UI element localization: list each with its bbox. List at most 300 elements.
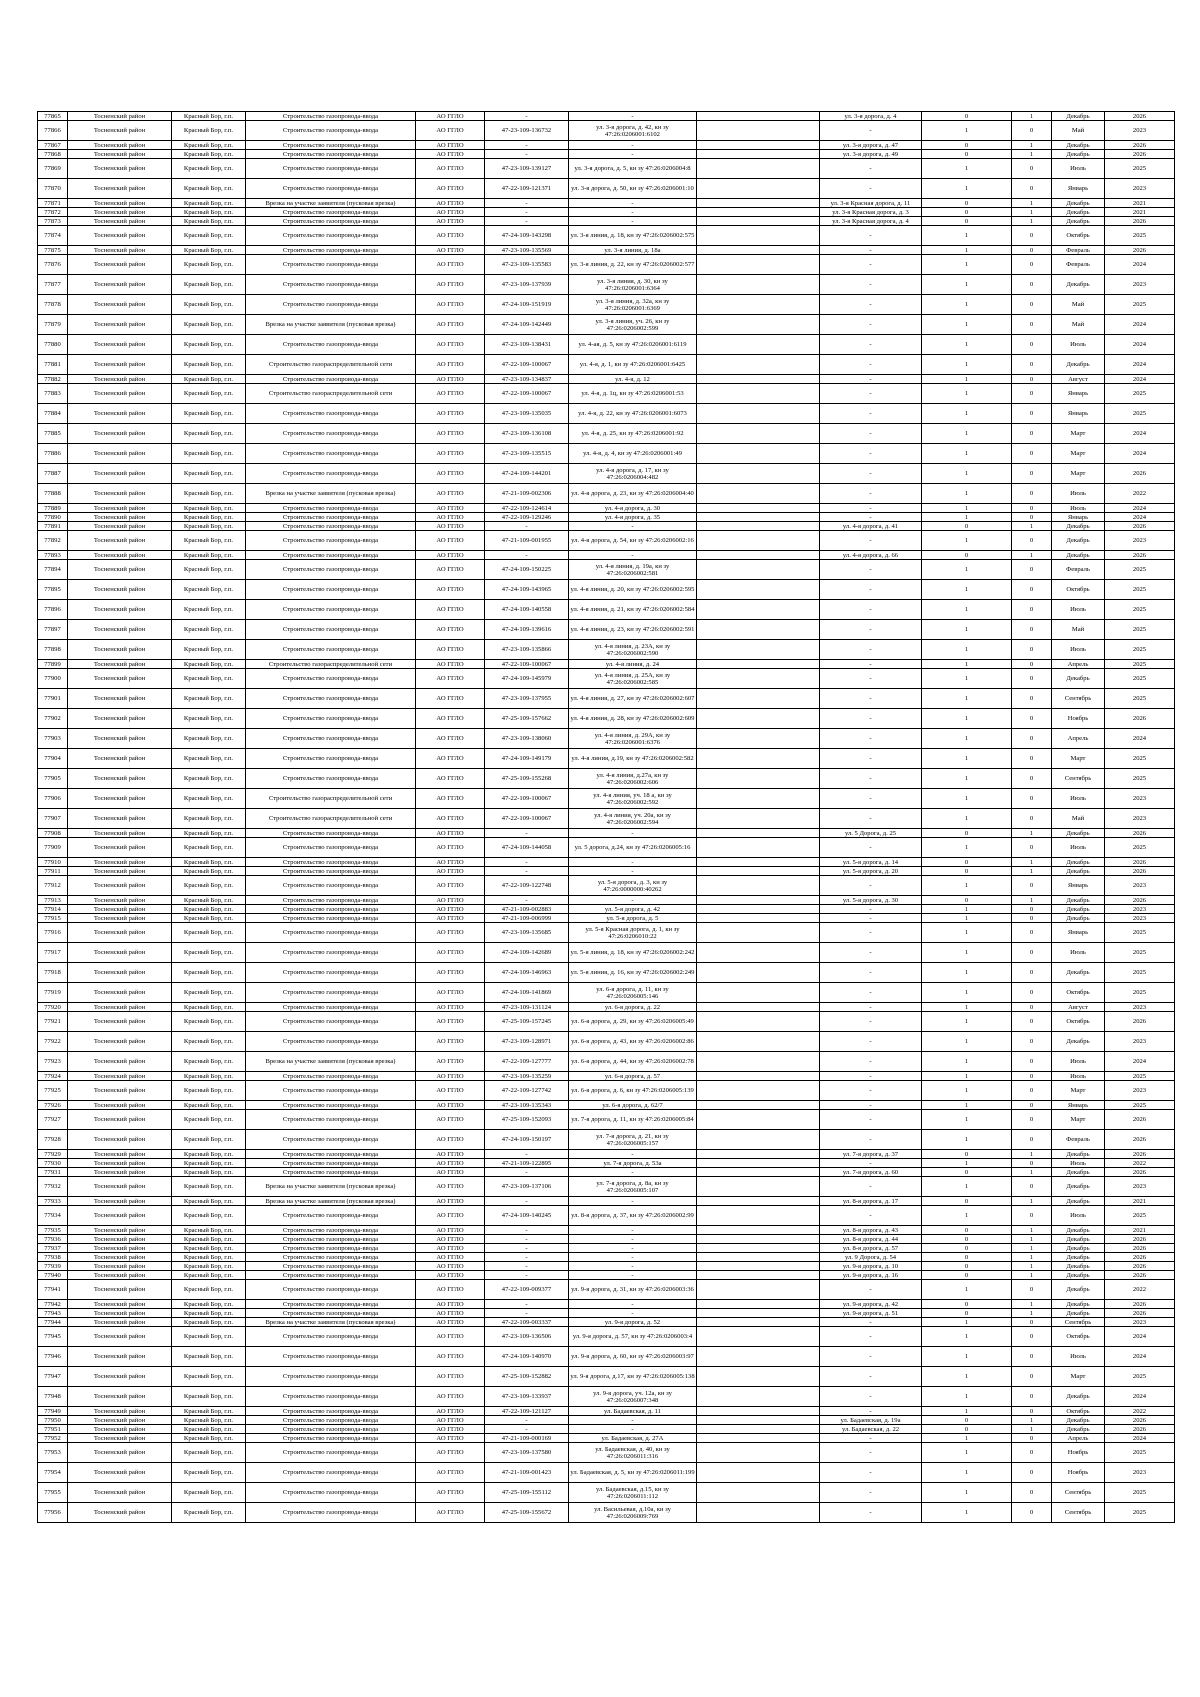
- application-number-cell: 47-24-109-146963: [485, 963, 569, 983]
- settlement-cell: Красный Бор, г.п.: [172, 375, 246, 384]
- work-type-cell: Строительство газопровода-ввода: [246, 1425, 416, 1434]
- work-type-cell: Строительство газопровода-ввода: [246, 560, 416, 580]
- organization-cell: АО ГГЛО: [416, 1052, 485, 1072]
- row-number-cell: 77949: [38, 1407, 68, 1416]
- table-row: [38, 1318, 1175, 1327]
- work-type-cell: Строительство газораспределительной сети: [246, 355, 416, 375]
- month-cell: Декабрь: [1052, 531, 1105, 551]
- flag-b-cell: 0: [1012, 444, 1052, 464]
- table-row: [38, 789, 1175, 809]
- address-cell: -: [820, 275, 922, 295]
- address-cadastral-cell: ул. 4-я линия, д. 29А, кн зу 47:26:0206001:6376: [569, 729, 697, 749]
- settlement-cell: Красный Бор, г.п.: [172, 580, 246, 600]
- address-cell: ул. 3-я Красная дорога, д. 4: [820, 217, 922, 226]
- table-row: [38, 689, 1175, 709]
- flag-b-cell: 0: [1012, 914, 1052, 923]
- organization-cell: АО ГГЛО: [416, 513, 485, 522]
- settlement-cell: Красный Бор, г.п.: [172, 150, 246, 159]
- work-type-cell: Строительство газопровода-ввода: [246, 1012, 416, 1032]
- address-cadastral-cell: ул. 4-я линия, д. 28, кн зу 47:26:0206002:609: [569, 709, 697, 729]
- work-type-cell: Строительство газопровода-ввода: [246, 829, 416, 838]
- application-number-cell: -: [485, 522, 569, 531]
- table-row: [38, 1101, 1175, 1110]
- address-cell: ул. 7-я дорога, д. 37: [820, 1150, 922, 1159]
- flag-a-cell: 1: [922, 923, 1012, 943]
- settlement-cell: Красный Бор, г.п.: [172, 112, 246, 121]
- year-cell: 2026: [1105, 1235, 1175, 1244]
- settlement-cell: Красный Бор, г.п.: [172, 1425, 246, 1434]
- year-cell: 2026: [1105, 896, 1175, 905]
- flag-b-cell: 0: [1012, 1072, 1052, 1081]
- settlement-cell: Красный Бор, г.п.: [172, 444, 246, 464]
- address-cadastral-cell: -: [569, 1262, 697, 1271]
- month-cell: Октябрь: [1052, 1327, 1105, 1347]
- year-cell: 2026: [1105, 217, 1175, 226]
- row-number-cell: 77934: [38, 1206, 68, 1226]
- application-number-cell: 47-24-109-142449: [485, 315, 569, 335]
- spacer-cell: [697, 1318, 820, 1327]
- row-number-cell: 77947: [38, 1367, 68, 1387]
- spacer-cell: [697, 1425, 820, 1434]
- month-cell: Июль: [1052, 159, 1105, 179]
- address-cell: ул. 7-я дорога, д. 60: [820, 1168, 922, 1177]
- month-cell: Октябрь: [1052, 983, 1105, 1003]
- flag-b-cell: 1: [1012, 208, 1052, 217]
- district-cell: Тосненский район: [68, 275, 172, 295]
- work-type-cell: Строительство газопровода-ввода: [246, 504, 416, 513]
- address-cadastral-cell: -: [569, 867, 697, 876]
- address-cadastral-cell: ул. 4-я, д. 4, кн зу 47:26:0206001:49: [569, 444, 697, 464]
- application-number-cell: -: [485, 1416, 569, 1425]
- month-cell: Декабрь: [1052, 1244, 1105, 1253]
- work-type-cell: Строительство газопровода-ввода: [246, 858, 416, 867]
- address-cadastral-cell: -: [569, 1309, 697, 1318]
- address-cell: ул. 3-я дорога, д. 4: [820, 112, 922, 121]
- spacer-cell: [697, 159, 820, 179]
- work-type-cell: Врезка на участке заявителя (пусковая врезка): [246, 1318, 416, 1327]
- row-number-cell: 77928: [38, 1130, 68, 1150]
- flag-b-cell: 1: [1012, 112, 1052, 121]
- flag-b-cell: 0: [1012, 246, 1052, 255]
- table-row: [38, 1407, 1175, 1416]
- table-row: [38, 858, 1175, 867]
- district-cell: Тосненский район: [68, 1197, 172, 1206]
- organization-cell: АО ГГЛО: [416, 1177, 485, 1197]
- organization-cell: АО ГГЛО: [416, 809, 485, 829]
- table-row: [38, 983, 1175, 1003]
- spacer-cell: [697, 1503, 820, 1523]
- organization-cell: АО ГГЛО: [416, 531, 485, 551]
- district-cell: Тосненский район: [68, 255, 172, 275]
- flag-b-cell: 0: [1012, 963, 1052, 983]
- month-cell: Декабрь: [1052, 1197, 1105, 1206]
- document-page: [37, 111, 1175, 1523]
- flag-a-cell: 0: [922, 858, 1012, 867]
- month-cell: Май: [1052, 121, 1105, 141]
- district-cell: Тосненский район: [68, 1003, 172, 1012]
- year-cell: 2025: [1105, 1443, 1175, 1463]
- work-type-cell: Строительство газопровода-ввода: [246, 150, 416, 159]
- spacer-cell: [697, 905, 820, 914]
- organization-cell: АО ГГЛО: [416, 1101, 485, 1110]
- spacer-cell: [697, 789, 820, 809]
- flag-a-cell: 0: [922, 112, 1012, 121]
- settlement-cell: Красный Бор, г.п.: [172, 121, 246, 141]
- spacer-cell: [697, 923, 820, 943]
- flag-a-cell: 1: [922, 444, 1012, 464]
- application-number-cell: 47-24-109-149179: [485, 749, 569, 769]
- organization-cell: АО ГГЛО: [416, 858, 485, 867]
- year-cell: 2021: [1105, 1226, 1175, 1235]
- month-cell: Декабрь: [1052, 1280, 1105, 1300]
- application-number-cell: 47-23-109-133937: [485, 1387, 569, 1407]
- table-body: [38, 112, 1175, 1523]
- flag-b-cell: 1: [1012, 1226, 1052, 1235]
- settlement-cell: Красный Бор, г.п.: [172, 983, 246, 1003]
- settlement-cell: Красный Бор, г.п.: [172, 384, 246, 404]
- flag-a-cell: 1: [922, 464, 1012, 484]
- work-type-cell: Строительство газопровода-ввода: [246, 424, 416, 444]
- table-row: [38, 112, 1175, 121]
- table-row: [38, 1159, 1175, 1168]
- table-row: [38, 513, 1175, 522]
- row-number-cell: 77919: [38, 983, 68, 1003]
- table-row: [38, 531, 1175, 551]
- month-cell: Январь: [1052, 923, 1105, 943]
- work-type-cell: Строительство газопровода-ввода: [246, 769, 416, 789]
- year-cell: 2025: [1105, 1101, 1175, 1110]
- address-cadastral-cell: ул. 3-я дорога, д. 5, кн зу 47:26:0206004:8: [569, 159, 697, 179]
- settlement-cell: Красный Бор, г.п.: [172, 1197, 246, 1206]
- district-cell: Тосненский район: [68, 600, 172, 620]
- address-cell: -: [820, 179, 922, 199]
- year-cell: 2026: [1105, 1271, 1175, 1280]
- district-cell: Тосненский район: [68, 226, 172, 246]
- table-row: [38, 484, 1175, 504]
- organization-cell: АО ГГЛО: [416, 1081, 485, 1101]
- address-cell: -: [820, 1434, 922, 1443]
- flag-a-cell: 1: [922, 809, 1012, 829]
- organization-cell: АО ГГЛО: [416, 424, 485, 444]
- month-cell: Май: [1052, 315, 1105, 335]
- year-cell: 2025: [1105, 669, 1175, 689]
- address-cadastral-cell: -: [569, 1168, 697, 1177]
- address-cell: ул. 8-я дорога, д. 44: [820, 1235, 922, 1244]
- address-cell: -: [820, 335, 922, 355]
- spacer-cell: [697, 580, 820, 600]
- month-cell: Декабрь: [1052, 275, 1105, 295]
- month-cell: Декабрь: [1052, 858, 1105, 867]
- year-cell: 2026: [1105, 1262, 1175, 1271]
- month-cell: Июль: [1052, 838, 1105, 858]
- district-cell: Тосненский район: [68, 560, 172, 580]
- flag-a-cell: 1: [922, 375, 1012, 384]
- table-row: [38, 600, 1175, 620]
- flag-a-cell: 1: [922, 121, 1012, 141]
- address-cadastral-cell: ул. 4-я линия, д. 24: [569, 660, 697, 669]
- spacer-cell: [697, 963, 820, 983]
- district-cell: Тосненский район: [68, 375, 172, 384]
- organization-cell: АО ГГЛО: [416, 404, 485, 424]
- row-number-cell: 77945: [38, 1327, 68, 1347]
- district-cell: Тосненский район: [68, 1226, 172, 1235]
- table-row: [38, 1012, 1175, 1032]
- month-cell: Декабрь: [1052, 1262, 1105, 1271]
- district-cell: Тосненский район: [68, 484, 172, 504]
- flag-b-cell: 0: [1012, 1110, 1052, 1130]
- month-cell: Декабрь: [1052, 150, 1105, 159]
- flag-b-cell: 1: [1012, 150, 1052, 159]
- year-cell: 2023: [1105, 275, 1175, 295]
- flag-b-cell: 0: [1012, 600, 1052, 620]
- address-cadastral-cell: ул. 5-я линия, д. 18, кн зу 47:26:0206002:242: [569, 943, 697, 963]
- settlement-cell: Красный Бор, г.п.: [172, 159, 246, 179]
- row-number-cell: 77918: [38, 963, 68, 983]
- organization-cell: АО ГГЛО: [416, 1280, 485, 1300]
- row-number-cell: 77893: [38, 551, 68, 560]
- month-cell: Декабрь: [1052, 1309, 1105, 1318]
- settlement-cell: Красный Бор, г.п.: [172, 896, 246, 905]
- row-number-cell: 77921: [38, 1012, 68, 1032]
- year-cell: 2025: [1105, 943, 1175, 963]
- year-cell: 2026: [1105, 1253, 1175, 1262]
- spacer-cell: [697, 1347, 820, 1367]
- application-number-cell: 47-22-109-100067: [485, 789, 569, 809]
- flag-a-cell: 1: [922, 1318, 1012, 1327]
- application-number-cell: -: [485, 1197, 569, 1206]
- address-cell: -: [820, 1347, 922, 1367]
- flag-b-cell: 0: [1012, 1387, 1052, 1407]
- work-type-cell: Строительство газопровода-ввода: [246, 217, 416, 226]
- work-type-cell: Строительство газопровода-ввода: [246, 513, 416, 522]
- month-cell: Январь: [1052, 404, 1105, 424]
- flag-b-cell: 1: [1012, 1235, 1052, 1244]
- spacer-cell: [697, 384, 820, 404]
- address-cadastral-cell: ул. 7-я дорога, д. 53а: [569, 1159, 697, 1168]
- district-cell: Тосненский район: [68, 217, 172, 226]
- work-type-cell: Строительство газопровода-ввода: [246, 1206, 416, 1226]
- flag-a-cell: 0: [922, 150, 1012, 159]
- application-number-cell: 47-22-109-100067: [485, 809, 569, 829]
- address-cadastral-cell: ул. 4-я линия, уч. 18 а, кн зу 47:26:0206002:592: [569, 789, 697, 809]
- month-cell: Сентябрь: [1052, 1318, 1105, 1327]
- district-cell: Тосненский район: [68, 1271, 172, 1280]
- application-number-cell: 47-24-109-144201: [485, 464, 569, 484]
- flag-b-cell: 0: [1012, 876, 1052, 896]
- application-number-cell: 47-22-109-100067: [485, 355, 569, 375]
- address-cadastral-cell: ул. 4-я линия, д. 25А, кн зу 47:26:0206002:585: [569, 669, 697, 689]
- settlement-cell: Красный Бор, г.п.: [172, 1150, 246, 1159]
- address-cell: -: [820, 1318, 922, 1327]
- flag-a-cell: 1: [922, 1110, 1012, 1130]
- flag-b-cell: 0: [1012, 943, 1052, 963]
- spacer-cell: [697, 1483, 820, 1503]
- organization-cell: АО ГГЛО: [416, 1226, 485, 1235]
- table-row: [38, 384, 1175, 404]
- flag-a-cell: 0: [922, 208, 1012, 217]
- work-type-cell: Строительство газопровода-ввода: [246, 580, 416, 600]
- table-row: [38, 179, 1175, 199]
- month-cell: Декабрь: [1052, 1177, 1105, 1197]
- address-cadastral-cell: -: [569, 829, 697, 838]
- flag-b-cell: 0: [1012, 709, 1052, 729]
- address-cell: -: [820, 513, 922, 522]
- district-cell: Тосненский район: [68, 335, 172, 355]
- flag-b-cell: 0: [1012, 159, 1052, 179]
- spacer-cell: [697, 1003, 820, 1012]
- district-cell: Тосненский район: [68, 1101, 172, 1110]
- settlement-cell: Красный Бор, г.п.: [172, 199, 246, 208]
- flag-a-cell: 1: [922, 1072, 1012, 1081]
- work-type-cell: Строительство газопровода-ввода: [246, 159, 416, 179]
- work-type-cell: Строительство газопровода-ввода: [246, 1150, 416, 1159]
- address-cadastral-cell: ул. Бадаевская, д. 5, кн зу 47:26:0206011:199: [569, 1463, 697, 1483]
- address-cadastral-cell: ул. 3-я линия, д. 18, кн зу 47:26:0206002:575: [569, 226, 697, 246]
- organization-cell: АО ГГЛО: [416, 923, 485, 943]
- application-number-cell: 47-21-109-000169: [485, 1434, 569, 1443]
- address-cell: -: [820, 424, 922, 444]
- year-cell: 2023: [1105, 876, 1175, 896]
- spacer-cell: [697, 1168, 820, 1177]
- flag-a-cell: 1: [922, 1483, 1012, 1503]
- flag-a-cell: 0: [922, 1235, 1012, 1244]
- flag-b-cell: 1: [1012, 1168, 1052, 1177]
- settlement-cell: Красный Бор, г.п.: [172, 531, 246, 551]
- flag-a-cell: 1: [922, 983, 1012, 1003]
- address-cell: -: [820, 1280, 922, 1300]
- address-cadastral-cell: ул. 4-я, д. 1ц, кн зу 47:26:0206001:53: [569, 384, 697, 404]
- address-cell: -: [820, 838, 922, 858]
- spacer-cell: [697, 141, 820, 150]
- work-type-cell: Строительство газопровода-ввода: [246, 444, 416, 464]
- settlement-cell: Красный Бор, г.п.: [172, 1032, 246, 1052]
- address-cell: -: [820, 1081, 922, 1101]
- flag-b-cell: 0: [1012, 1177, 1052, 1197]
- application-number-cell: 47-24-109-140970: [485, 1347, 569, 1367]
- flag-b-cell: 0: [1012, 983, 1052, 1003]
- address-cell: -: [820, 1463, 922, 1483]
- address-cell: -: [820, 620, 922, 640]
- flag-b-cell: 0: [1012, 905, 1052, 914]
- flag-a-cell: 1: [922, 1367, 1012, 1387]
- month-cell: Январь: [1052, 1101, 1105, 1110]
- spacer-cell: [697, 246, 820, 255]
- work-type-cell: Строительство газопровода-ввода: [246, 1130, 416, 1150]
- address-cadastral-cell: ул. 6-я дорога, д. 44, кн зу 47:26:0206002:78: [569, 1052, 697, 1072]
- address-cell: -: [820, 464, 922, 484]
- address-cell: ул. 5-я дорога, д. 14: [820, 858, 922, 867]
- row-number-cell: 77915: [38, 914, 68, 923]
- work-type-cell: Врезка на участке заявителя (пусковая врезка): [246, 1197, 416, 1206]
- organization-cell: АО ГГЛО: [416, 121, 485, 141]
- settlement-cell: Красный Бор, г.п.: [172, 749, 246, 769]
- table-row: [38, 246, 1175, 255]
- flag-b-cell: 1: [1012, 829, 1052, 838]
- table-row: [38, 217, 1175, 226]
- organization-cell: АО ГГЛО: [416, 1159, 485, 1168]
- table-row: [38, 1253, 1175, 1262]
- application-number-cell: -: [485, 1150, 569, 1159]
- year-cell: 2024: [1105, 513, 1175, 522]
- table-row: [38, 1327, 1175, 1347]
- district-cell: Тосненский район: [68, 1150, 172, 1159]
- settlement-cell: Красный Бор, г.п.: [172, 1300, 246, 1309]
- settlement-cell: Красный Бор, г.п.: [172, 963, 246, 983]
- address-cell: ул. 5 Дорога, д. 25: [820, 829, 922, 838]
- settlement-cell: Красный Бор, г.п.: [172, 689, 246, 709]
- address-cadastral-cell: ул. 4-я линия, д.19, кн зу 47:26:0206002:582: [569, 749, 697, 769]
- table-row: [38, 769, 1175, 789]
- application-number-cell: 47-24-109-143298: [485, 226, 569, 246]
- district-cell: Тосненский район: [68, 1081, 172, 1101]
- row-number-cell: 77920: [38, 1003, 68, 1012]
- address-cell: -: [820, 246, 922, 255]
- settlement-cell: Красный Бор, г.п.: [172, 335, 246, 355]
- row-number-cell: 77914: [38, 905, 68, 914]
- district-cell: Тосненский район: [68, 1327, 172, 1347]
- spacer-cell: [697, 522, 820, 531]
- settlement-cell: Красный Бор, г.п.: [172, 709, 246, 729]
- year-cell: 2026: [1105, 1168, 1175, 1177]
- year-cell: 2026: [1105, 829, 1175, 838]
- district-cell: Тосненский район: [68, 620, 172, 640]
- year-cell: 2026: [1105, 1130, 1175, 1150]
- row-number-cell: 77948: [38, 1387, 68, 1407]
- flag-a-cell: 0: [922, 522, 1012, 531]
- settlement-cell: Красный Бор, г.п.: [172, 217, 246, 226]
- application-number-cell: -: [485, 1425, 569, 1434]
- flag-b-cell: 0: [1012, 1483, 1052, 1503]
- address-cell: -: [820, 121, 922, 141]
- month-cell: Июль: [1052, 335, 1105, 355]
- table-row: [38, 522, 1175, 531]
- address-cell: ул. 8-я дорога, д. 17: [820, 1197, 922, 1206]
- application-number-cell: 47-21-109-006999: [485, 914, 569, 923]
- table-row: [38, 121, 1175, 141]
- address-cell: -: [820, 1503, 922, 1523]
- flag-b-cell: 0: [1012, 226, 1052, 246]
- organization-cell: АО ГГЛО: [416, 246, 485, 255]
- flag-a-cell: 1: [922, 660, 1012, 669]
- organization-cell: АО ГГЛО: [416, 829, 485, 838]
- year-cell: 2026: [1105, 464, 1175, 484]
- work-type-cell: Строительство газопровода-ввода: [246, 1003, 416, 1012]
- month-cell: Декабрь: [1052, 1235, 1105, 1244]
- address-cell: -: [820, 1443, 922, 1463]
- row-number-cell: 77903: [38, 729, 68, 749]
- spacer-cell: [697, 504, 820, 513]
- flag-b-cell: 1: [1012, 1425, 1052, 1434]
- address-cell: -: [820, 1159, 922, 1168]
- table-row: [38, 1425, 1175, 1434]
- month-cell: Март: [1052, 749, 1105, 769]
- row-number-cell: 77901: [38, 689, 68, 709]
- flag-b-cell: 0: [1012, 1052, 1052, 1072]
- application-number-cell: 47-23-109-137939: [485, 275, 569, 295]
- year-cell: 2025: [1105, 580, 1175, 600]
- flag-b-cell: 0: [1012, 729, 1052, 749]
- address-cell: -: [820, 1177, 922, 1197]
- address-cell: -: [820, 876, 922, 896]
- month-cell: Июль: [1052, 1159, 1105, 1168]
- spacer-cell: [697, 1387, 820, 1407]
- district-cell: Тосненский район: [68, 923, 172, 943]
- address-cadastral-cell: ул. 4-я дорога, д. 17, кн зу 47:26:0206004:482: [569, 464, 697, 484]
- application-number-cell: 47-24-109-139616: [485, 620, 569, 640]
- table-row: [38, 1347, 1175, 1367]
- settlement-cell: Красный Бор, г.п.: [172, 1159, 246, 1168]
- work-type-cell: Строительство газопровода-ввода: [246, 179, 416, 199]
